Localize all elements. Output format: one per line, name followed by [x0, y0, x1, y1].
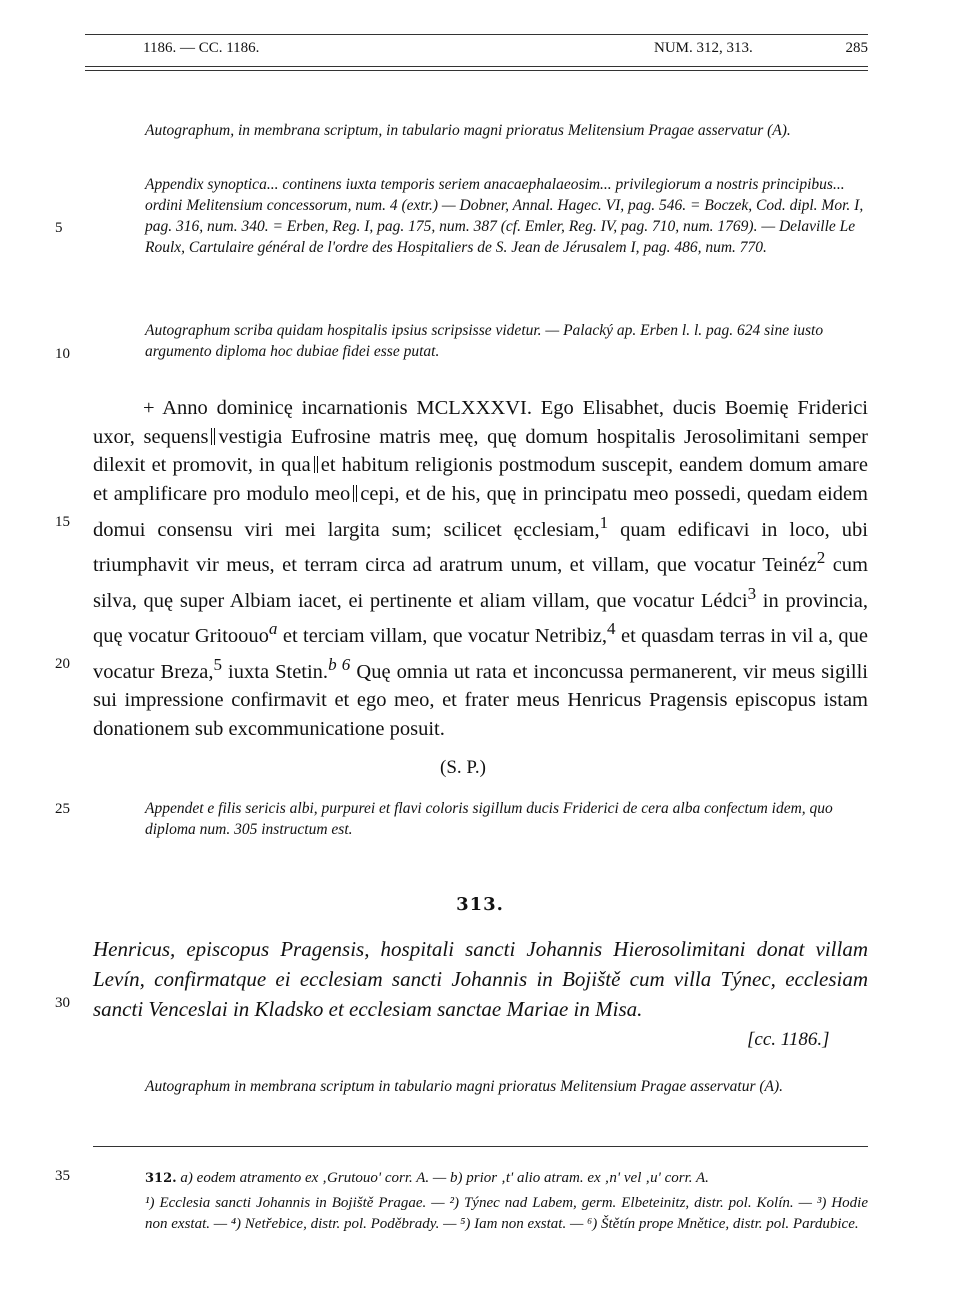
line-break-marker — [314, 456, 318, 473]
line-break-marker — [353, 485, 357, 502]
document-number: 313. — [456, 894, 504, 915]
line-number: 20 — [55, 656, 70, 672]
running-header — [143, 40, 868, 64]
charter-segment: Anno dominicę incarnationis MCLXXXVI. Ego Elisabhet, ducis Boemię Friderici uxor, sequens — [93, 397, 868, 448]
footnote-marker: 3 — [747, 583, 757, 603]
header-rule-top — [85, 34, 868, 35]
footnote-marker: 1 — [599, 512, 609, 532]
line-number: 25 — [55, 801, 70, 817]
charter-segment: in provincia, quę vocatur Gritoouo — [93, 589, 868, 648]
footnotes — [145, 1168, 868, 1235]
preamble-autograph-note: Autographum, in membrana scriptum, in tabulario magni prioratus Melitensium Pragae asservatur (A). — [145, 122, 791, 139]
charter-segment: et quasdam terras in vil a, que vocatur Breza, — [93, 625, 868, 683]
charter-segment: cepi, et de his, quę in principatu meo possedi, quedam eidem domui consensu viri mei largita sum; scilicet ęcclesiam, — [93, 483, 868, 541]
line-number: 15 — [55, 514, 70, 530]
footnote-marker: b 6 — [328, 654, 351, 674]
charter-text — [93, 394, 868, 744]
explanatory-footnotes: ¹) Ecclesia sancti Johannis in Bojiště Pragae. — ²) Týnec nad Labem, germ. Elbeteinitz, distr. pol. Kolín. — ³) Hodie non exstat. — ⁴) Netřebice, distr. pol. Poděbrady. — ⁵) Iam non exstat. — ⁶) Štětín prope Mnětice, distr. pol. Pardubice. — [145, 1195, 868, 1232]
charter-segment: vestigia Eufrosine matris meę, quę domum hospitalis Jerosolimitani semper dilexit et promovit, in qua — [93, 425, 868, 477]
footnote-marker: a — [268, 619, 278, 639]
charter-segment: cum silva, quę super Albiam iacet, ei pertinente et aliam villam, que vocatur Lédci — [93, 554, 869, 612]
charter-segment: iuxta Stetin. — [222, 660, 329, 683]
header-rule-bottom — [85, 66, 868, 67]
charter-segment: Quę omnia ut rata et inconcussa permanerent, vir meus sigilli sui impressione confirmavit et ego meo, et frater meus Henricus Pragensis episcopus istam donationem sub excommunicatione posuit. — [93, 660, 868, 741]
archive-note: Autographum in membrana scriptum in tabulario magni prioratus Melitensium Pragae asservatur (A). — [145, 1078, 784, 1095]
header-rule-bottom-2 — [85, 70, 868, 71]
line-number: 10 — [55, 346, 70, 362]
charter-segment: quam edificavi in loco, ubi triumphavit vir meus, et terram circa ad aratrum unum, et villam, que vocatur Teinéz — [93, 518, 868, 577]
charter-segment: et habitum religionis postmodum suscepit, eandem domum amare et amplificare pro modulo meo — [93, 454, 868, 506]
document-date: [cc. 1186.] — [747, 1029, 830, 1050]
footnote-marker: 4 — [607, 619, 616, 639]
footnote-marker: 5 — [213, 654, 222, 674]
regest-summary: Henricus, episcopus Pragensis, hospitali sancti Johannis Hierosolimitani donat villam Levín, confirmatque ei ecclesiam sancti Johannis in Bojiště cum villa Týnec, ecclesiam sancti Venceslai in Kladsko et ecclesiam sanctae Mariae in Misa. — [93, 937, 868, 1021]
cross-symbol: + — [143, 397, 155, 419]
line-break-marker — [211, 428, 215, 445]
line-number: 5 — [55, 220, 63, 236]
charter-segment: et terciam villam, que vocatur Netribiz, — [277, 625, 608, 648]
header-left: 1186. — CC. 1186. — [143, 40, 260, 56]
line-number: 30 — [55, 995, 70, 1011]
header-center: NUM. 312, 313. — [654, 40, 753, 56]
preamble-bibliography: Appendix synoptica... continens iuxta temporis seriem anacaephalaeosim... privilegiorum a nostris principibus... ordini Melitensium concessorum, num. 4 (extr.) — Dobner, Annal. Hagec. VI, pag. 546. = Boczek, Cod. dipl. Mor. I, pag. 316, num. 340. = Erben, Reg. I, pag. 175, num. 387 (cf. Emler, Reg. IV, pag. 710, num. 1769). — Delaville Le Roulx, Cartulaire général de l'ordre des Hospitaliers de S. Jean de Jérusalem I, pag. 486, num. 770. — [145, 176, 864, 256]
seal-description: Appendet e filis sericis albi, purpurei et flavi coloris sigillum ducis Friderici de cera alba confectum idem, quo diploma num. 305 instructum est. — [145, 800, 833, 838]
footnote-rule — [93, 1146, 868, 1147]
line-number: 35 — [55, 1168, 70, 1184]
page-number: 285 — [845, 40, 868, 56]
seal-mark: (S. P.) — [440, 757, 486, 778]
footnote-marker: 2 — [816, 548, 826, 568]
preamble-scribe-note: Autographum scriba quidam hospitalis ipsius scripsisse videtur. — Palacký ap. Erben l. l. pag. 624 sine iusto argumento diploma hoc dubiae fidei esse putat. — [145, 322, 824, 360]
footnote-doc-ref: 312. — [145, 1171, 177, 1186]
textual-footnotes: a) eodem atramento ex ‚Grutouo' corr. A. — b) prior ‚t' alio atram. ex ‚n' vel ‚u' corr. A. — [180, 1170, 709, 1186]
